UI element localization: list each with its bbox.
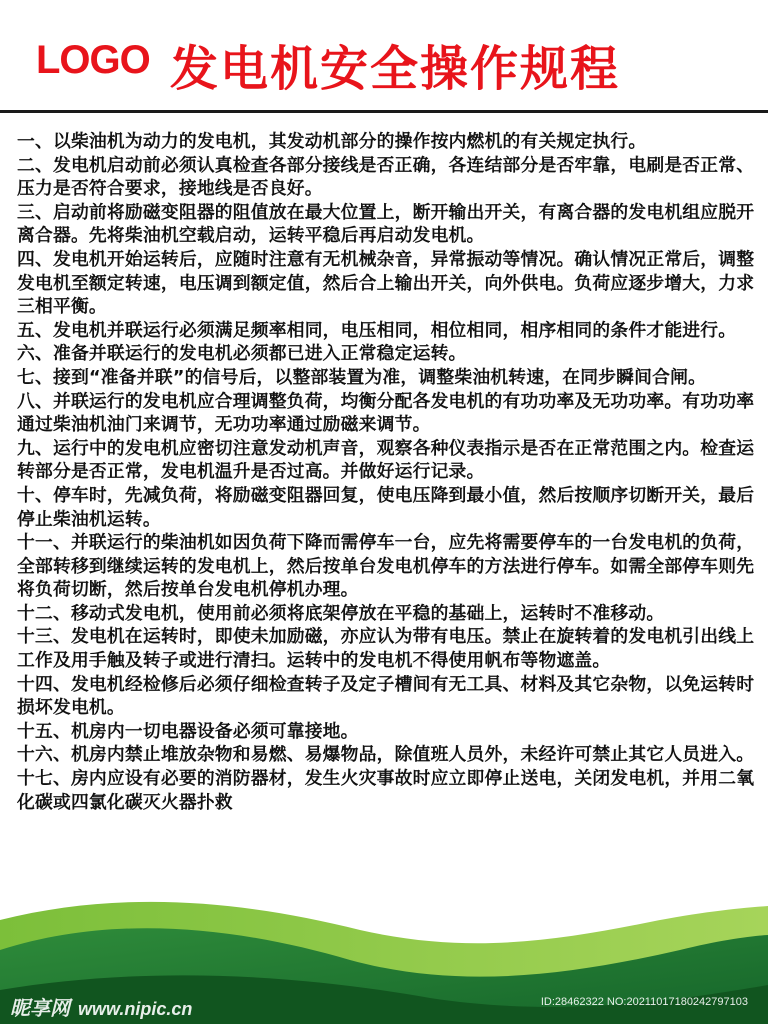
rule-item: 三、启动前将励磁变阻器的阻值放在最大位置上，断开输出开关，有离合器的发电机组应脱开离合器。先将柴油机空载启动，运转平稳后再启动发电机。 [17,201,755,247]
rule-item: 十五、机房内一切电器设备必须可靠接地。 [17,720,359,742]
rule-item: 二、发电机启动前必须认真检查各部分接线是否正确，各连结部分是否牢靠，电刷是否正常、压力是否符合要求，接地线是否良好。 [17,154,755,200]
header-divider [0,110,768,113]
watermark-brand: 昵享网 [10,998,70,1020]
rule-item: 十二、移动式发电机，使用前必须将底架停放在平稳的基础上，运转时不准移动。 [17,602,665,624]
rule-item: 十一、并联运行的柴油机如因负荷下降而需停车一台，应先将需要停车的一台发电机的负荷，全部转移到继续运转的发电机上，然后按单台发电机停车的方法进行停车。如需全部停车则先将负荷切断，然后按单台发电机停机办理。 [17,532,755,601]
rules-list [17,130,762,814]
page-title: 发电机安全操作规程 [170,41,621,97]
rule-item: 九、运行中的发电机应密切注意发动机声音，观察各种仪表指示是否在正常范围之内。检查运转部分是否正常，发电机温升是否过高。并做好运行记录。 [17,437,755,483]
rule-item: 六、准备并联运行的发电机必须都已进入正常稳定运转。 [17,343,467,365]
logo-text: LOGO [36,38,150,82]
rule-item: 四、发电机开始运转后，应随时注意有无机械杂音，异常振动等情况。确认情况正常后，调整发电机至额定转速，电压调到额定值，然后合上输出开关，向外供电。负荷应逐步增大，力求三相平衡。 [17,248,755,318]
rule-item: 七、接到“准备并联”的信号后，以整部装置为准，调整柴油机转速，在同步瞬间合闸。 [17,366,707,388]
header [0,0,768,110]
rule-item: 十七、房内应设有必要的消防器材，发生火灾事故时应立即停止送电，关闭发电机，并用二氧化碳或四氯化碳灭火器扑救 [17,768,755,813]
watermark [10,992,192,1021]
rule-item: 十、停车时，先减负荷，将励磁变阻器回复，使电压降到最小值，然后按顺序切断开关，最后停止柴油机运转。 [17,484,755,530]
rule-item: 十四、发电机经检修后必须仔细检查转子及定子槽间有无工具、材料及其它杂物，以免运转时损坏发电机。 [17,673,755,719]
rule-item: 五、发电机并联运行必须满足频率相同，电压相同，相位相同，相序相同的条件才能进行。 [17,319,737,341]
rule-item: 十三、发电机在运转时，即使未加励磁，亦应认为带有电压。禁止在旋转着的发电机引出线上工作及用手触及转子或进行清扫。运转中的发电机不得使用帆布等物遮盖。 [17,626,755,672]
watermark-site: www.nipic.cn [78,999,193,1019]
image-id-text: ID:28462322 NO:20211017180242797103 [540,996,748,1008]
rule-item: 十六、机房内禁止堆放杂物和易燃、易爆物品，除值班人员外，未经许可禁止其它人员进入。 [17,744,755,766]
rule-item: 一、以柴油机为动力的发电机，其发动机部分的操作按内燃机的有关规定执行。 [17,131,647,152]
rule-item: 八、并联运行的发电机应合理调整负荷，均衡分配各发电机的有功功率及无功功率。有功功率通过柴油机油门来调节，无功功率通过励磁来调节。 [17,390,755,436]
